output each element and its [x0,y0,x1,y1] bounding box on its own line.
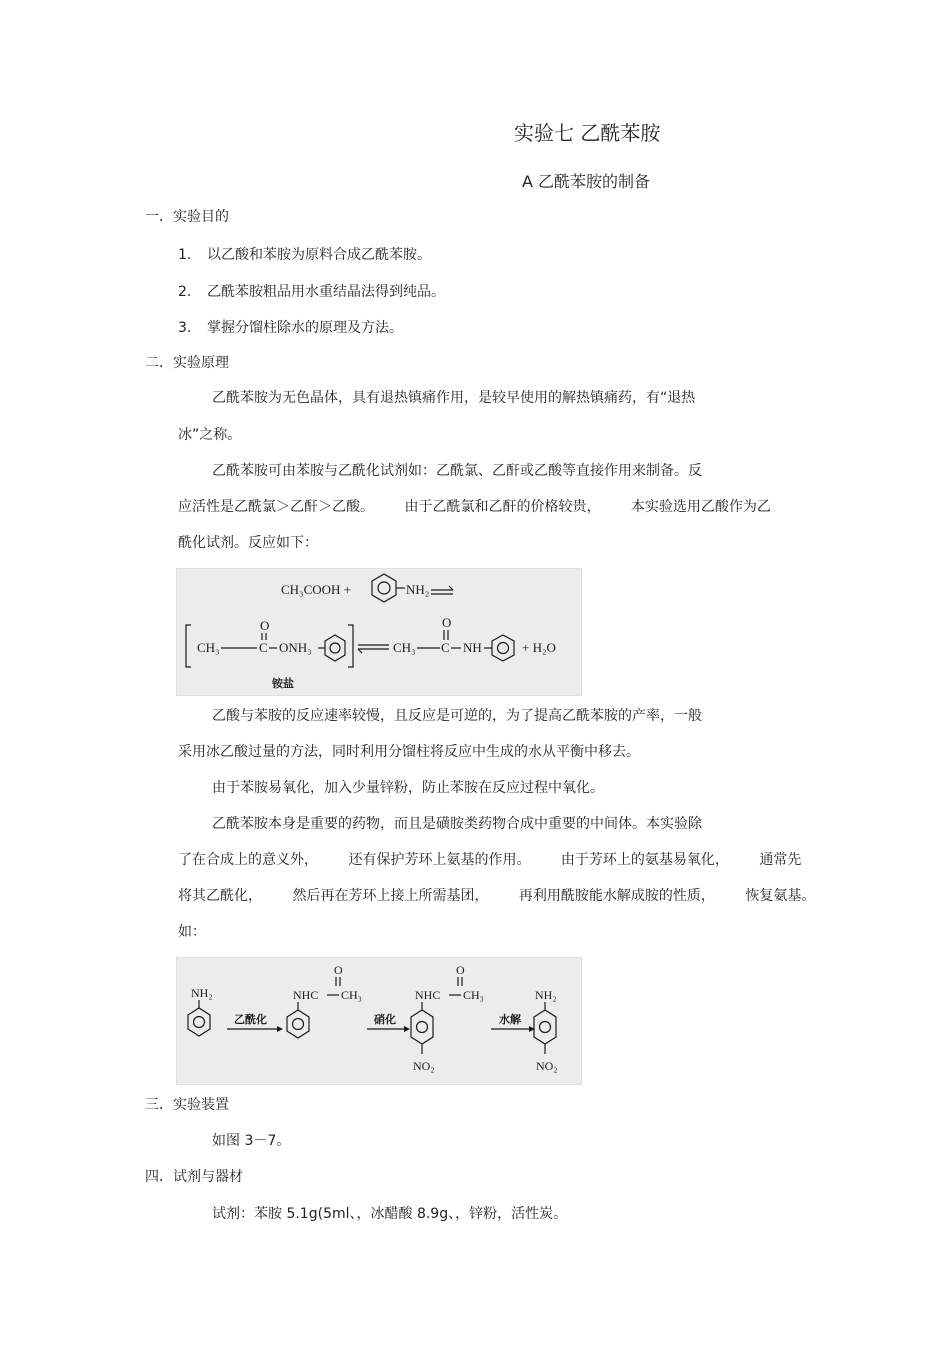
step-hydrolysis: 水解 [499,1013,521,1026]
aromatic-circle-icon [378,582,390,594]
step-acetylation: 乙酰化 [234,1013,267,1026]
principle-line: 乙酸与苯胺的反应速率较慢，且反应是可逆的，为了提高乙酰苯胺的产率，一般 [212,708,702,724]
salt-label: 铵盐 [272,677,294,690]
principle-line: 将其乙酰化， 然后再在芳环上接上所需基团， 再利用酰胺能水解成胺的性质， 恢复氨基。 [178,888,816,904]
nitroaniline-no2: NO₂ [536,1059,558,1073]
principle-line: 了在合成上的意义外， 还有保护芳环上氨基的作用。 由于芳环上的氨基易氧化， 通常先 [178,852,802,868]
aromatic-circle-icon [330,643,340,653]
benzene-ring-icon [188,1008,210,1036]
nitroacetanilide-o: O [456,963,465,977]
benzene-ring-icon [287,1010,309,1038]
section-heading-reagents: 四．试剂与器材 [145,1169,243,1185]
product-methyl: CH₃ [393,640,416,655]
nitroaniline-nh2: NH₂ [535,988,557,1002]
reagents-text: 试剂：苯胺 5.1g(5ml、，冰醋酸 8.9g、，锌粉，活性炭。 [212,1206,568,1222]
acetanilide-nhc: NHC [293,988,319,1002]
salt-carbon: C [259,640,268,655]
objective-item-3-num: 3. [178,320,192,336]
acetanilide-o: O [334,963,343,977]
right-bracket-icon [348,625,353,667]
aromatic-circle-icon [417,1022,428,1033]
benzene-ring-icon [534,1010,556,1044]
objective-item-1-num: 1. [178,247,192,263]
benzene-ring-icon [372,574,396,602]
step-nitration: 硝化 [374,1013,396,1026]
aniline-nh2: NH₂ [191,986,213,1000]
objective-item-3: 掌握分馏柱除水的原理及方法。 [207,320,403,336]
benzene-ring-icon [492,635,514,661]
objective-item-2-num: 2. [178,284,192,300]
page-subtitle: A 乙酰苯胺的制备 [522,172,651,191]
left-bracket-icon [186,625,191,667]
section-heading-objective: 一．实验目的 [145,209,229,225]
page-title: 实验七 乙酰苯胺 [514,121,661,145]
principle-line: 冰”之称。 [178,427,242,443]
salt-methyl: CH₃ [197,640,220,655]
reactant-acetic-acid: CH₃COOH + [281,582,352,597]
reaction-figure-protection [176,957,582,1085]
salt-oxygen: O [260,618,270,633]
amine-group: NH₂ [406,582,430,597]
apparatus-text: 如图 3－7。 [212,1133,291,1149]
salt-group: ONH₃ [279,640,312,655]
principle-line: 乙酰苯胺可由苯胺与乙酰化试剂如：乙酰氯、乙酐或乙酸等直接作用来制备。反 [212,463,702,479]
objective-item-2: 乙酰苯胺粗品用水重结晶法得到纯品。 [207,284,445,300]
benzene-ring-icon [411,1010,433,1044]
nitroacetanilide-ch3: CH₃ [463,988,484,1002]
principle-line: 乙酰苯胺本身是重要的药物，而且是磺胺类药物合成中重要的中间体。本实验除 [212,816,702,832]
principle-line: 由于苯胺易氧化，加入少量锌粉，防止苯胺在反应过程中氧化。 [212,780,604,796]
principle-line: 乙酰苯胺为无色晶体，具有退热镇痛作用，是较早使用的解热镇痛药，有“退热 [212,390,696,406]
nitroacetanilide-no2: NO₂ [413,1059,435,1073]
objective-item-1: 以乙酸和苯胺为原料合成乙酰苯胺。 [207,247,431,263]
principle-line: 应活性是乙酰氯＞乙酐＞乙酸。 由于乙酰氯和乙酐的价格较贵， 本实验选用乙酸作为乙 [178,499,771,515]
water-product: + H₂O [522,640,556,655]
reaction-figure-acetylation [176,568,582,696]
section-heading-principle: 二．实验原理 [145,355,229,371]
section-heading-apparatus: 三．实验装置 [145,1097,229,1113]
nitroacetanilide-nhc: NHC [415,988,441,1002]
aromatic-circle-icon [293,1019,304,1030]
benzene-ring-icon [325,635,345,661]
aromatic-circle-icon [540,1022,551,1033]
product-nh: NH [463,640,482,655]
product-oxygen: O [442,615,452,630]
aromatic-circle-icon [498,643,509,654]
principle-line: 如： [178,924,206,940]
product-carbon: C [441,640,450,655]
aromatic-circle-icon [194,1017,205,1028]
principle-line: 酰化试剂。反应如下： [178,535,318,551]
acetanilide-ch3: CH₃ [341,988,362,1002]
principle-line: 采用冰乙酸过量的方法，同时利用分馏柱将反应中生成的水从平衡中移去。 [178,744,640,760]
